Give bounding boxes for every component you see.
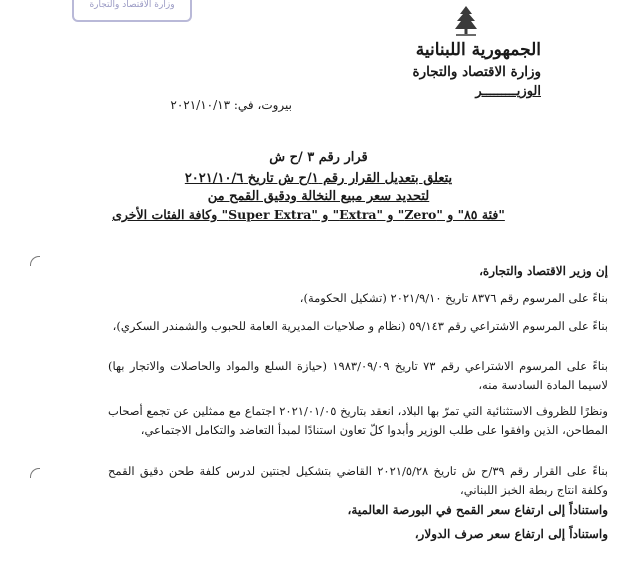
preamble-paragraph-1: بناءً على المرسوم رقم ٨٣٧٦ تاريخ ٢٠٢١/٩/١٠ (تشكيل الحكومة)، bbox=[299, 291, 608, 305]
dateline: بيروت، في: ٢٠٢١/١٠/١٣ bbox=[170, 98, 292, 112]
minister-title: الوزيـــــــــر bbox=[475, 84, 541, 99]
stamp-text: وزارة الاقتصاد والتجارة bbox=[89, 0, 175, 10]
preamble-paragraph-2: بناءً على المرسوم الاشتراعي رقم ٥٩/١٤٣ (نظام و صلاحيات المديرية العامة للحبوب والشمندر السكري)، bbox=[112, 319, 608, 333]
cedar-emblem-icon bbox=[452, 4, 480, 38]
decision-title-line-2: لتحديد سعر مبيع النخالة ودقيق القمح من bbox=[207, 189, 430, 204]
preamble-paragraph-3: بناءً على المرسوم الاشتراعي رقم ٧٣ تاريخ ١٩٨٣/٠٩/٠٩ (حيازة السلع والمواد والحاصلات والاتجار بها) لاسيما المادة السادسة منه، bbox=[108, 359, 608, 392]
preamble-minister-line: إن وزير الاقتصاد والتجارة، bbox=[479, 264, 608, 278]
decision-number: قرار رقم ٣ /ح ش bbox=[269, 150, 368, 165]
margin-arc-mark-icon bbox=[30, 468, 40, 478]
republic-name: الجمهورية اللبنانية bbox=[415, 40, 541, 60]
preamble-paragraph-7: واستناداً إلى ارتفاع سعر صرف الدولار، bbox=[414, 527, 608, 541]
decision-title-line-1: يتعلق بتعديل القرار رقم ١/ح ش تاريخ ٢٠٢١/١٠/٦ bbox=[184, 171, 453, 186]
preamble-paragraph-4: ونظرًا للظروف الاستثنائية التي تمرّ بها البلاد، انعقد بتاريخ ٢٠٢١/٠١/٠٥ اجتماع مع ممثلين عن تجمع أصحاب المطاحن، الذين وافقوا على طلب الوزير وأبدوا كلّ تعاون استنادًا لمبدأ التعاضد والتكامل الاجتماعي، bbox=[108, 404, 608, 437]
preamble-paragraph-5: بناءً على القرار رقم ٣٩/ح ش تاريخ ٢٠٢١/٥/٢٨ القاضي بتشكيل لجنتين لدرس كلفة طحن دقيق القمح وكلفة انتاج ربطة الخبز اللبناني، bbox=[108, 464, 608, 497]
margin-arc-mark-icon bbox=[30, 256, 40, 266]
preamble-paragraph-6: واستناداً إلى ارتفاع سعر القمح في البورصة العالمية، bbox=[347, 503, 608, 517]
ministry-name: وزارة الاقتصاد والتجارة bbox=[412, 64, 541, 80]
official-stamp bbox=[72, 0, 192, 22]
decision-title-line-3: "فئة ٨٥" و "Zero" و "Extra" و "Super Extra" وكافة الفئات الأخرى bbox=[112, 207, 505, 222]
